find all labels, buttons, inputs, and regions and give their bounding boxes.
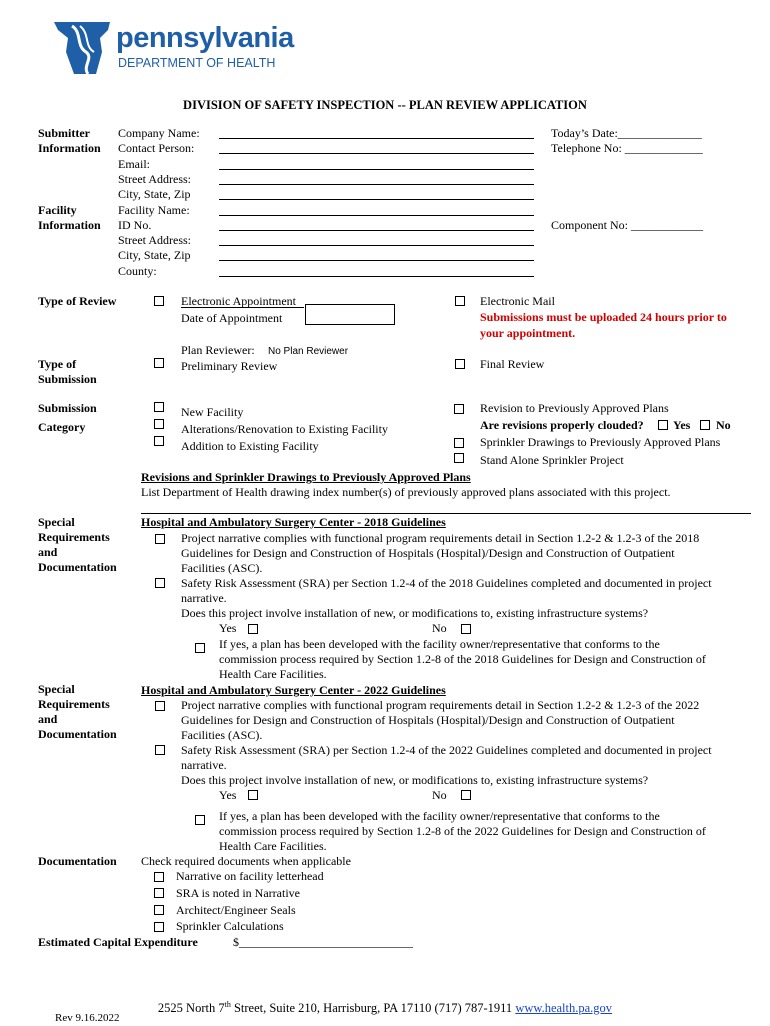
clouded-question: Are revisions properly clouded?	[480, 418, 644, 432]
documentation-intro: Check required documents when applicable	[141, 854, 351, 868]
revision-date: Rev 9.16.2022	[55, 1012, 120, 1024]
footer-address-sup: th	[224, 1000, 231, 1009]
sra-2022-line1: Safety Risk Assessment (SRA) per Section 1.2-4 of the 2022 Guidelines completed and documented in project	[181, 743, 712, 757]
facility-city-label: City, State, Zip	[118, 248, 191, 262]
infrastructure-2022-question: Does this project involve installation of new, or modifications to, existing infrastructure systems?	[181, 773, 649, 787]
street-address-field[interactable]	[219, 184, 534, 185]
sra-2018-line1: Safety Risk Assessment (SRA) per Section 1.2-4 of the 2018 Guidelines completed and documented in project	[181, 576, 712, 590]
brand-subtitle: DEPARTMENT OF HEALTH	[118, 56, 276, 70]
preliminary-review-label: Preliminary Review	[181, 359, 278, 373]
plan-developed-2018-line1: If yes, a plan has been developed with the facility owner/representative that conforms to the	[219, 637, 660, 651]
sprinkler-drawings-checkbox[interactable]	[454, 438, 464, 448]
preliminary-review-checkbox[interactable]	[154, 358, 164, 368]
email-label: Email:	[118, 157, 150, 171]
facility-street-field[interactable]	[219, 245, 534, 246]
sra-2018-line2: narrative.	[181, 591, 227, 605]
alterations-label: Alterations/Renovation to Existing Facility	[181, 422, 388, 436]
infrastructure-2018-yes-checkbox[interactable]	[248, 624, 258, 634]
plan-developed-2022-line2: commission process required by Section 1.2-8 of the 2022 Guidelines for Design and Construction of	[219, 824, 706, 838]
guidelines-2022-heading: Hospital and Ambulatory Surgery Center - 2022 Guidelines	[141, 683, 446, 697]
email-field[interactable]	[219, 169, 534, 170]
todays-date[interactable]: Today’s Date:______________	[551, 126, 702, 140]
new-facility-label: New Facility	[181, 405, 244, 419]
submission-category-label-1: Submission	[38, 401, 97, 415]
facility-name-field[interactable]	[219, 215, 534, 216]
documentation-label: Documentation	[38, 854, 117, 868]
narrative-2022-line1: Project narrative complies with functional program requirements detail in Section 1.2-2 & 1.2-3 of the 2022	[181, 698, 700, 712]
plan-developed-2022-line1: If yes, a plan has been developed with the facility owner/representative that conforms to the	[219, 809, 660, 823]
logo	[52, 16, 292, 80]
narrative-2018-checkbox[interactable]	[155, 534, 165, 544]
narrative-2022-line3: Facilities (ASC).	[181, 728, 263, 742]
infrastructure-2022-no-label: No	[432, 788, 447, 802]
facility-name-label: Facility Name:	[118, 203, 190, 217]
plan-reviewer-select[interactable]: No Plan Reviewer	[268, 346, 349, 357]
plan-developed-2022-line3: Health Care Facilities.	[219, 839, 327, 853]
city-state-zip-field[interactable]	[219, 199, 534, 200]
page-title: DIVISION OF SAFETY INSPECTION -- PLAN REVIEW APPLICATION	[183, 98, 587, 112]
special-2022-label-1: Special	[38, 682, 75, 696]
company-name-field[interactable]	[219, 138, 534, 139]
revisions-heading: Revisions and Sprinkler Drawings to Previously Approved Plans	[141, 470, 471, 484]
sra-2022-line2: narrative.	[181, 758, 227, 772]
infrastructure-2018-yes-label: Yes	[219, 621, 237, 635]
id-no-label: ID No.	[118, 218, 152, 232]
electronic-appointment-checkbox[interactable]	[154, 296, 164, 306]
narrative-2018-line2: Guidelines for Design and Construction of Hospitals (Hospital)/Design and Construction of Outpatient	[181, 546, 675, 560]
submitter-label-1: Submitter	[38, 126, 90, 140]
seals-checkbox[interactable]	[154, 905, 164, 915]
clouded-no-label: No	[716, 418, 731, 432]
infrastructure-2022-yes-checkbox[interactable]	[248, 790, 258, 800]
special-2022-label-3: and	[38, 712, 58, 726]
capital-expenditure-field[interactable]: $_____________________________	[233, 935, 413, 949]
sprinkler-drawings-label: Sprinkler Drawings to Previously Approved Plans	[480, 435, 721, 449]
facility-city-field[interactable]	[219, 260, 534, 261]
capital-expenditure-label: Estimated Capital Expenditure	[38, 935, 198, 949]
infrastructure-2018-no-label: No	[432, 621, 447, 635]
letterhead-label: Narrative on facility letterhead	[176, 869, 324, 883]
sprinkler-calc-checkbox[interactable]	[154, 922, 164, 932]
clouded-yes-label: Yes	[673, 418, 691, 432]
special-2018-label-3: and	[38, 545, 58, 559]
clouded-no-checkbox[interactable]	[700, 420, 710, 430]
facility-label-2: Information	[38, 218, 101, 232]
facility-street-label: Street Address:	[118, 233, 191, 247]
plan-reviewer-label: Plan Reviewer:	[181, 343, 255, 357]
type-of-submission-label-2: Submission	[38, 372, 97, 386]
contact-person-label: Contact Person:	[118, 141, 195, 155]
plan-developed-2018-checkbox[interactable]	[195, 643, 205, 653]
drawing-index-field[interactable]	[141, 513, 751, 514]
date-of-appointment-label: Date of Appointment	[181, 311, 283, 325]
street-address-label: Street Address:	[118, 172, 191, 186]
brand-name: pennsylvania	[116, 22, 294, 54]
special-2018-label-4: Documentation	[38, 560, 117, 574]
clouded-yes-checkbox[interactable]	[658, 420, 668, 430]
guidelines-2018-heading: Hospital and Ambulatory Surgery Center - 2018 Guidelines	[141, 515, 446, 529]
plan-developed-2018-line2: commission process required by Section 1.2-8 of the 2018 Guidelines for Design and Construction of	[219, 652, 706, 666]
infrastructure-2022-no-checkbox[interactable]	[461, 790, 471, 800]
electronic-appointment-label: Electronic Appointment	[181, 294, 296, 308]
narrative-2018-line3: Facilities (ASC).	[181, 561, 263, 575]
sra-2018-checkbox[interactable]	[155, 578, 165, 588]
submission-category-label-2: Category	[38, 420, 86, 434]
company-name-label: Company Name:	[118, 126, 200, 140]
component-no[interactable]: Component No: ____________	[551, 218, 703, 232]
alterations-checkbox[interactable]	[154, 419, 164, 429]
facility-label-1: Facility	[38, 203, 77, 217]
type-of-submission-label-1: Type of	[38, 357, 77, 371]
sra-2022-checkbox[interactable]	[155, 745, 165, 755]
special-2022-label-4: Documentation	[38, 727, 117, 741]
footer-address-start: 2525 North 7	[157, 1001, 225, 1016]
final-review-checkbox[interactable]	[455, 359, 465, 369]
keystone-logo-icon	[52, 16, 114, 80]
county-label: County:	[118, 264, 157, 278]
revisions-instruction: List Department of Health drawing index number(s) of previously approved plans associated with this project.	[141, 485, 671, 499]
revision-checkbox[interactable]	[454, 404, 464, 414]
submission-notice-line1: Submissions must be uploaded 24 hours prior to	[480, 310, 727, 324]
date-of-appointment-input[interactable]	[305, 304, 395, 325]
telephone-no[interactable]: Telephone No: _____________	[551, 141, 703, 155]
website-link[interactable]: www.health.pa.gov	[515, 1001, 613, 1016]
new-facility-checkbox[interactable]	[154, 402, 164, 412]
plan-developed-2018-line3: Health Care Facilities.	[219, 667, 327, 681]
id-no-field[interactable]	[219, 230, 534, 231]
sra-noted-checkbox[interactable]	[154, 888, 164, 898]
special-2018-label-2: Requirements	[38, 530, 110, 544]
footer-address-rest: Street, Suite 210, Harrisburg, PA 17110 (717) 787-1911	[230, 1001, 516, 1016]
narrative-2022-checkbox[interactable]	[155, 701, 165, 711]
sra-noted-label: SRA is noted in Narrative	[176, 886, 300, 900]
special-2022-label-2: Requirements	[38, 697, 110, 711]
type-of-review-label: Type of Review	[38, 294, 117, 308]
city-state-zip-label: City, State, Zip	[118, 187, 191, 201]
addition-checkbox[interactable]	[154, 436, 164, 446]
addition-label: Addition to Existing Facility	[181, 439, 319, 453]
revision-label: Revision to Previously Approved Plans	[480, 401, 669, 415]
electronic-mail-label: Electronic Mail	[480, 294, 555, 308]
county-field[interactable]	[219, 276, 534, 277]
electronic-mail-checkbox[interactable]	[455, 296, 465, 306]
submission-notice-line2: your appointment.	[480, 326, 576, 340]
contact-person-field[interactable]	[219, 153, 534, 154]
infrastructure-2018-question: Does this project involve installation of new, or modifications to, existing infrastructure systems?	[181, 606, 649, 620]
submitter-label-2: Information	[38, 141, 101, 155]
final-review-label: Final Review	[480, 357, 545, 371]
special-2018-label-1: Special	[38, 515, 75, 529]
infrastructure-2022-yes-label: Yes	[219, 788, 237, 802]
standalone-sprinkler-checkbox[interactable]	[454, 453, 464, 463]
letterhead-checkbox[interactable]	[154, 872, 164, 882]
narrative-2018-line1: Project narrative complies with functional program requirements detail in Section 1.2-2 & 1.2-3 of the 2018	[181, 531, 700, 545]
sprinkler-calc-label: Sprinkler Calculations	[176, 919, 284, 933]
electronic-appointment-underline	[181, 307, 304, 308]
plan-developed-2022-checkbox[interactable]	[195, 815, 205, 825]
infrastructure-2018-no-checkbox[interactable]	[461, 624, 471, 634]
narrative-2022-line2: Guidelines for Design and Construction of Hospitals (Hospital)/Design and Construction of Outpatient	[181, 713, 675, 727]
standalone-sprinkler-label: Stand Alone Sprinkler Project	[480, 453, 624, 467]
seals-label: Architect/Engineer Seals	[176, 903, 296, 917]
